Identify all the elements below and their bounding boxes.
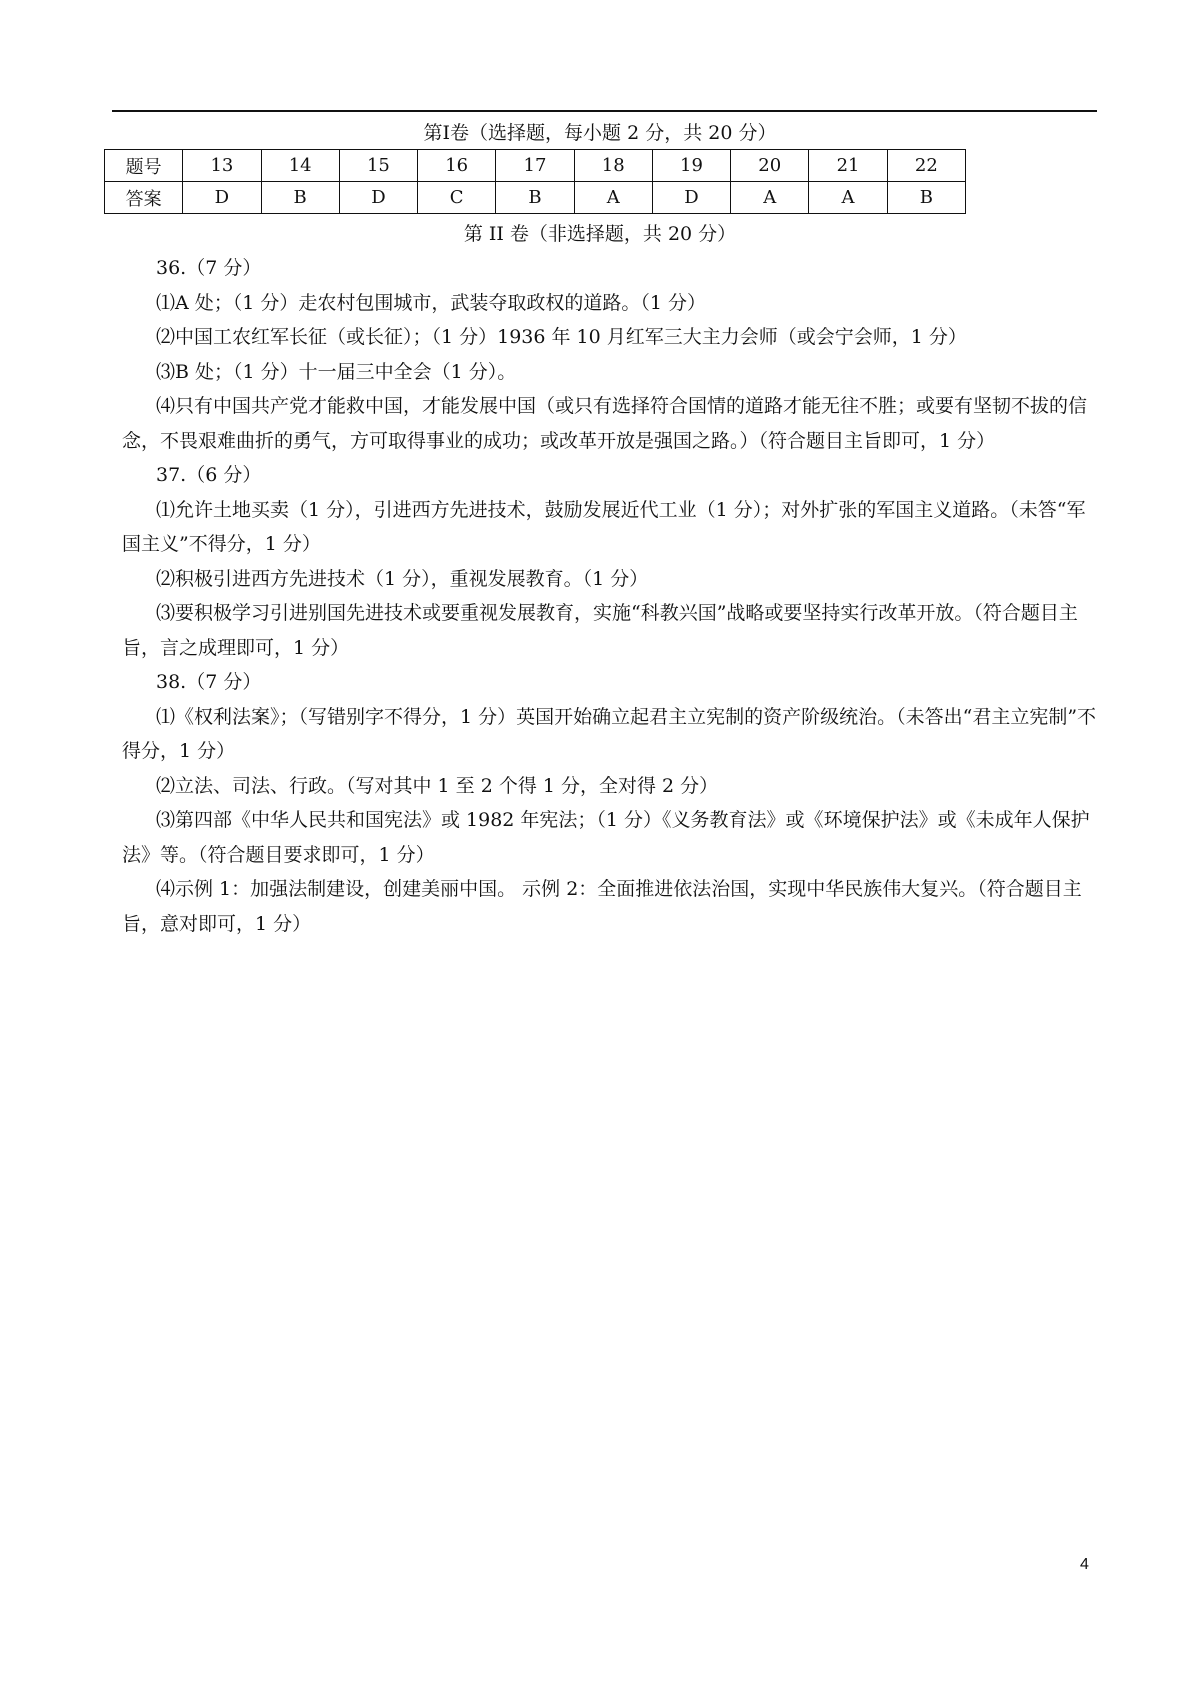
question-number: 20	[731, 150, 809, 182]
answer-cell: D	[652, 182, 730, 214]
row-header-number: 题号	[105, 150, 183, 182]
row-header-answer: 答案	[105, 182, 183, 214]
answer-cell: A	[731, 182, 809, 214]
answer-cell: B	[887, 182, 965, 214]
answer-cell: B	[261, 182, 339, 214]
answer-line: ⑵积极引进西方先进技术（1 分），重视发展教育。（1 分）	[156, 567, 649, 590]
question-heading: 36.（7 分）	[156, 257, 262, 279]
table-row-answers	[105, 182, 966, 214]
answer-line: ⑵中国工农红军长征（或长征）；（1 分）1936 年 10 月红军三大主力会师（或会宁会师，1 分）	[156, 326, 967, 348]
question-number: 19	[652, 150, 730, 182]
answer-line: ⑷只有中国共产党才能救中国，才能发展中国（或只有选择符合国情的道路才能无往不胜；或要有坚韧不拔的信念，不畏艰难曲折的勇气，方可取得事业的成功；或改革开放是强国之路。）（符合题目主旨即可，1 分）	[122, 395, 1088, 452]
answer-table	[104, 149, 966, 214]
table-row-numbers	[105, 150, 966, 182]
section2-title: 第 II 卷（非选择题，共 20 分）	[463, 223, 737, 245]
answer-line: ⑴《权利法案》；（写错别字不得分，1 分）英国开始确立起君主立宪制的资产阶级统治。（未答出“君主立宪制”不得分，1 分）	[122, 705, 1097, 762]
question-number: 13	[183, 150, 261, 182]
question-number: 21	[809, 150, 887, 182]
answer-cell: C	[418, 182, 496, 214]
answer-line: ⑵立法、司法、行政。（写对其中 1 至 2 个得 1 分，全对得 2 分）	[156, 774, 719, 797]
answer-cell: D	[183, 182, 261, 214]
question-number: 18	[574, 150, 652, 182]
question-heading: 37.（6 分）	[156, 464, 262, 486]
question-number: 17	[496, 150, 574, 182]
answer-line: ⑴A 处；（1 分）走农村包围城市，武装夺取政权的道路。（1 分）	[156, 291, 707, 314]
answer-cell: D	[339, 182, 417, 214]
top-rule	[112, 110, 1097, 112]
question-number: 16	[418, 150, 496, 182]
answer-line: ⑴允许土地买卖（1 分），引进西方先进技术，鼓励发展近代工业（1 分）；对外扩张的军国主义道路。（未答“军国主义”不得分，1 分）	[122, 498, 1086, 555]
page-number: 4	[1080, 1556, 1089, 1573]
question-number: 22	[887, 150, 965, 182]
question-number: 14	[261, 150, 339, 182]
answer-line: ⑶B 处；（1 分）十一届三中全会（1 分）。	[156, 360, 517, 383]
question-number: 15	[339, 150, 417, 182]
answer-line: ⑶要积极学习引进别国先进技术或要重视发展教育，实施“科教兴国”战略或要坚持实行改革开放。（符合题目主旨，言之成理即可，1 分）	[122, 602, 1078, 659]
answer-line: ⑶第四部《中华人民共和国宪法》或 1982 年宪法；（1 分）《义务教育法》或《环境保护法》或《未成年人保护法》等。（符合题目要求即可，1 分）	[122, 809, 1090, 866]
answer-cell: B	[496, 182, 574, 214]
answer-cell: A	[574, 182, 652, 214]
answer-line: ⑷示例 1：加强法制建设，创建美丽中国。 示例 2：全面推进依法治国，实现中华民族伟大复兴。（符合题目主旨，意对即可，1 分）	[122, 878, 1082, 935]
question-heading: 38.（7 分）	[156, 671, 262, 693]
section1-title: 第Ⅰ卷（选择题，每小题 2 分，共 20 分）	[423, 122, 777, 144]
answer-content	[122, 251, 1097, 941]
answer-cell: A	[809, 182, 887, 214]
